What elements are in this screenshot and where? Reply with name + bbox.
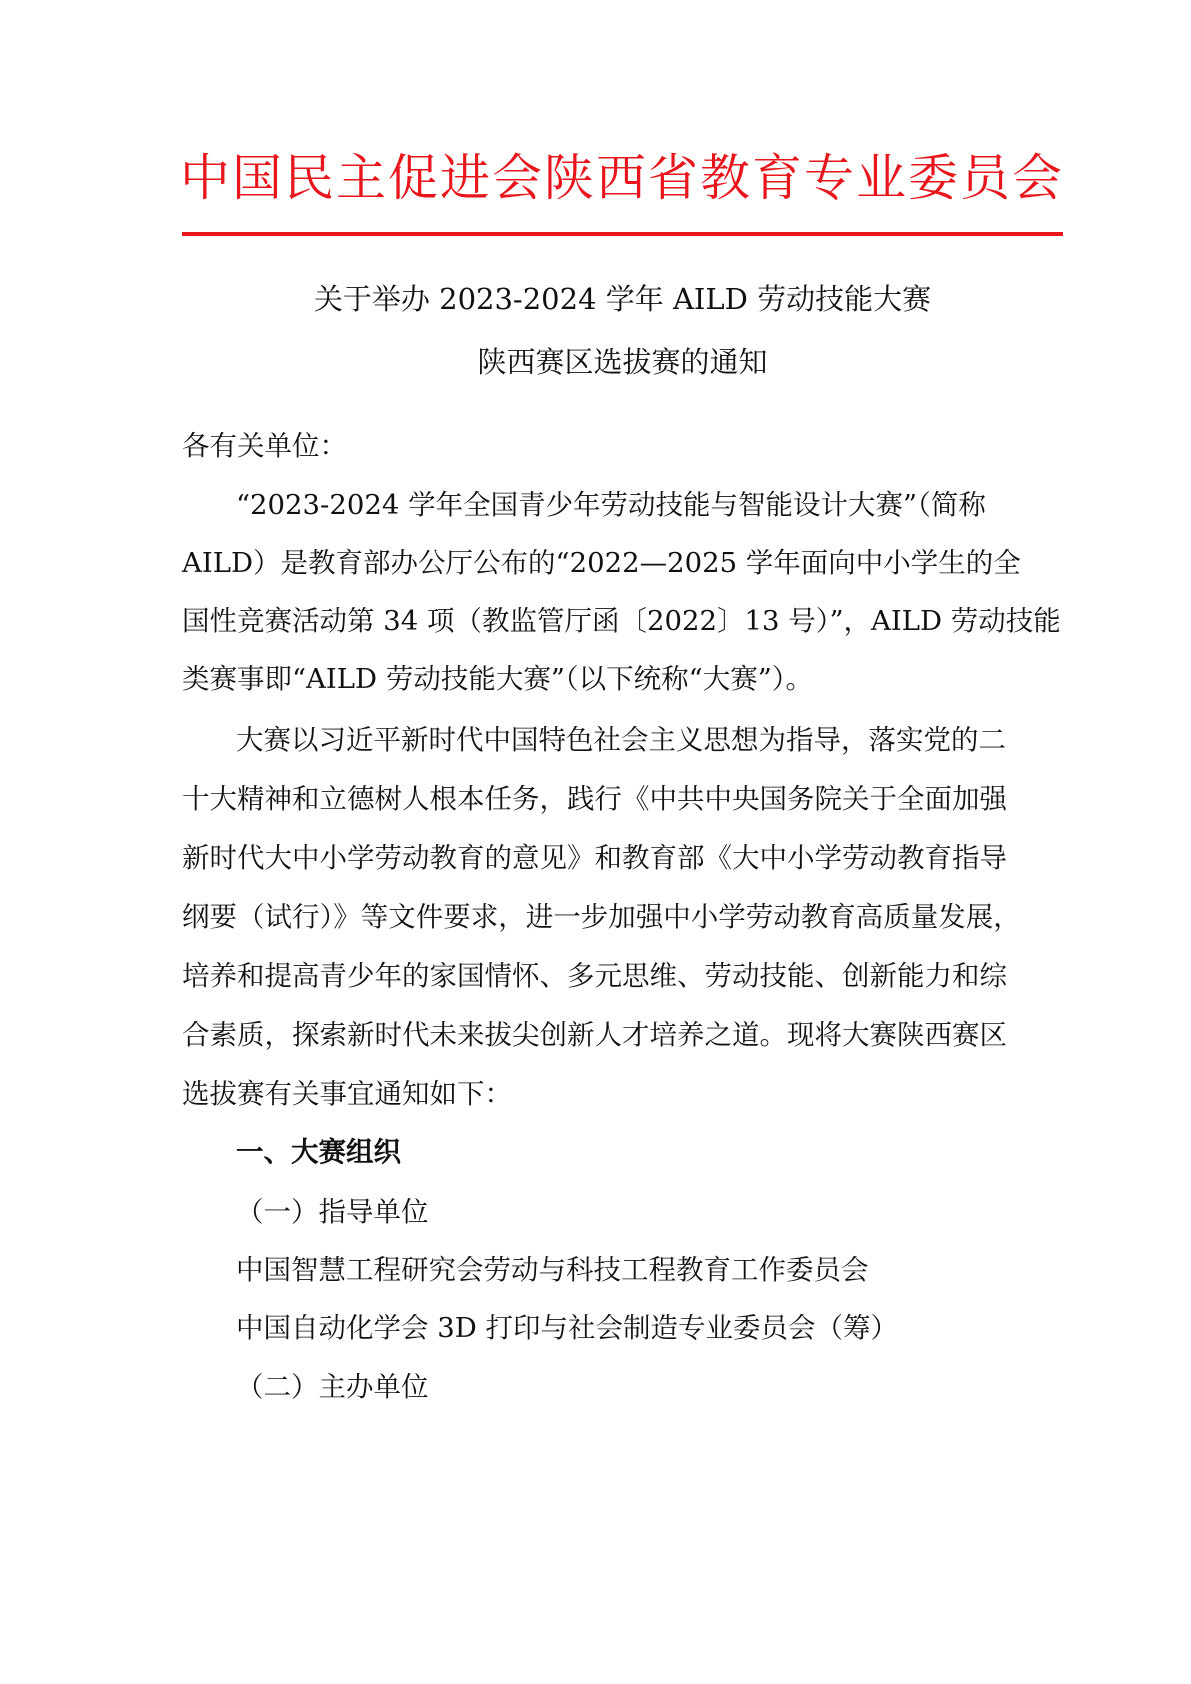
paragraph-1-line-3: 国性竞赛活动第 34 项（教监管厅函〔2022〕13 号）”，AILD 劳动技能 <box>182 605 1061 637</box>
letterhead-organization: 中国民主促进会陕西省教育专业委员会 <box>180 149 1064 207</box>
subsection-1-heading: （一）指导单位 <box>236 1196 429 1228</box>
salutation: 各有关单位： <box>182 430 347 462</box>
paragraph-2-line-7: 选拔赛有关事宜通知如下： <box>182 1078 512 1110</box>
notice-title-line-1: 关于举办 2023-2024 学年 AILD 劳动技能大赛 <box>313 282 932 316</box>
subsection-2-heading: （二）主办单位 <box>236 1371 429 1403</box>
paragraph-2-line-1: 大赛以习近平新时代中国特色社会主义思想为指导，落实党的二 <box>236 724 1006 756</box>
paragraph-1-line-4: 类赛事即“AILD 劳动技能大赛”（以下统称“大赛”）。 <box>182 663 814 695</box>
paragraph-1-line-2: AILD）是教育部办公厅公布的“2022—2025 学年面向中小学生的全 <box>182 547 1021 579</box>
paragraph-2-line-3: 新时代大中小学劳动教育的意见》和教育部《大中小学劳动教育指导 <box>182 842 1007 874</box>
guiding-unit-1: 中国智慧工程研究会劳动与科技工程教育工作委员会 <box>236 1254 869 1286</box>
paragraph-2-line-5: 培养和提高青少年的家国情怀、多元思维、劳动技能、创新能力和综 <box>182 960 1007 992</box>
paragraph-2-line-2: 十大精神和立德树人根本任务，践行《中共中央国务院关于全面加强 <box>182 783 1007 815</box>
section-1-heading: 一、大赛组织 <box>236 1136 401 1168</box>
guiding-unit-2: 中国自动化学会 3D 打印与社会制造专业委员会（筹） <box>236 1312 899 1344</box>
paragraph-2-line-6: 合素质，探索新时代未来拔尖创新人才培养之道。现将大赛陕西赛区 <box>182 1019 1007 1051</box>
letterhead-red-rule <box>182 232 1063 236</box>
notice-title-line-2: 陕西赛区选拔赛的通知 <box>477 345 768 379</box>
paragraph-1-line-1: “2023-2024 学年全国青少年劳动技能与智能设计大赛”（简称 <box>236 489 986 521</box>
paragraph-2-line-4: 纲要（试行）》等文件要求，进一步加强中小学劳动教育高质量发展， <box>182 901 1021 933</box>
